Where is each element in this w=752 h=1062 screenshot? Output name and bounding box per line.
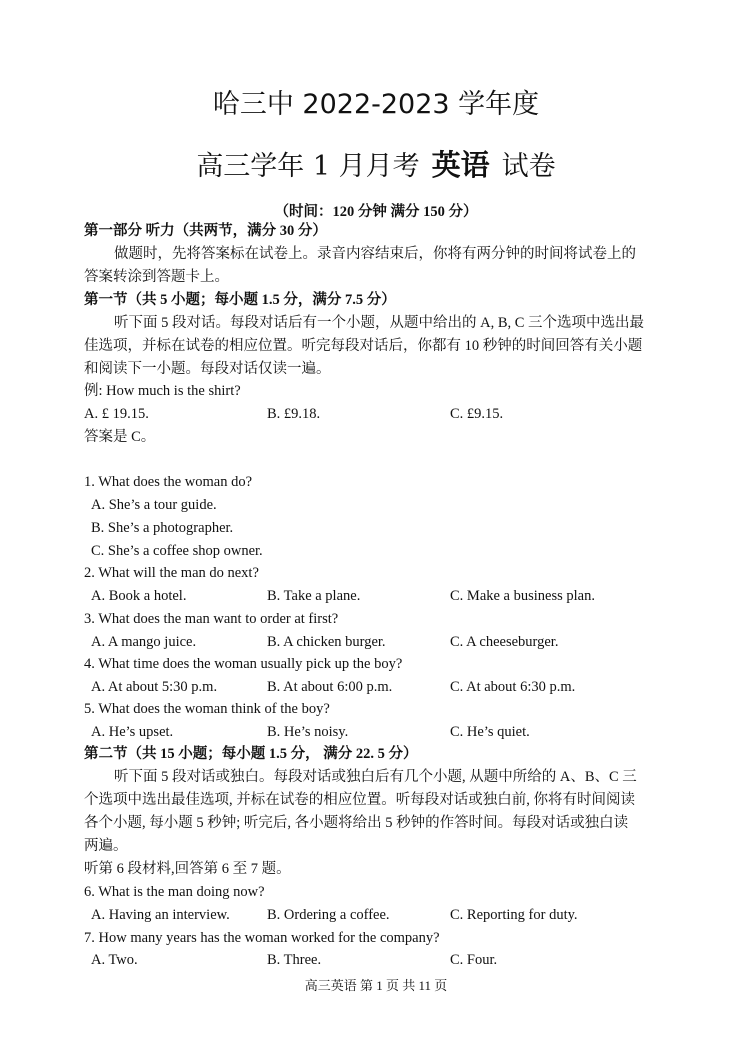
- question-2-option-b: B. Take a plane.: [267, 588, 361, 604]
- section2-instruction-line: 听下面 5 段对话或独白。每段对话或独白后有几个小题, 从题中所给的 A、B、C 三: [114, 769, 637, 785]
- exam-time-and-score: （时间：120 分钟 满分 150 分）: [274, 204, 478, 220]
- exam-title-line2: [0, 148, 752, 184]
- example-question: 例: How much is the shirt?: [84, 383, 241, 399]
- question-7-option-a: A. Two.: [91, 952, 138, 968]
- question-4-option-b: B. At about 6:00 p.m.: [267, 679, 393, 695]
- part1-instruction-line: 做题时，先将答案标在试卷上。录音内容结束后，你将有两分钟的时间将试卷上的: [114, 246, 636, 262]
- question-3-option-c: C. A cheeseburger.: [450, 634, 559, 650]
- question-1: 1. What does the woman do?: [84, 474, 253, 490]
- question-4-option-c: C. At about 6:30 p.m.: [450, 679, 576, 695]
- question-3: 3. What does the man want to order at first?: [84, 611, 339, 627]
- question-7-option-b: B. Three.: [267, 952, 322, 968]
- question-5-option-a: A. He’s upset.: [91, 724, 174, 740]
- question-6: 6. What is the man doing now?: [84, 884, 265, 900]
- question-5: 5. What does the woman think of the boy?: [84, 701, 330, 717]
- section1-instruction-line: 听下面 5 段对话。每段对话后有一个小题，从题中给出的 A, B, C 三个选项中选出最: [114, 315, 645, 331]
- question-6-option-b: B. Ordering a coffee.: [267, 907, 390, 923]
- question-3-option-a: A. A mango juice.: [91, 634, 197, 650]
- question-1-option-c: C. She’s a coffee shop owner.: [91, 543, 263, 559]
- title-prefix: 高三学年 1 月月考: [196, 151, 420, 182]
- example-option-a: A. £ 19.15.: [84, 406, 149, 422]
- question-4-option-a: A. At about 5:30 p.m.: [91, 679, 218, 695]
- question-7-option-c: C. Four.: [450, 952, 498, 968]
- example-answer: 答案是 C。: [84, 429, 156, 445]
- section1-heading: 第一节（共 5 小题；每小题 1.5 分，满分 7.5 分）: [84, 292, 396, 308]
- question-3-option-b: B. A chicken burger.: [267, 634, 386, 650]
- question-2-option-c: C. Make a business plan.: [450, 588, 595, 604]
- title-subject: 英语: [431, 148, 490, 182]
- section2-instruction-line: 两遍。: [84, 838, 128, 854]
- part1-instruction-line: 答案转涂到答题卡上。: [84, 269, 229, 285]
- section2-instruction-line: 个选项中选出最佳选项, 并标在试卷的相应位置。听每段对话或独白前, 你将有时间阅读: [84, 792, 635, 808]
- example-option-b: B. £9.18.: [267, 406, 321, 422]
- title-suffix: 试卷: [501, 151, 556, 182]
- question-5-option-c: C. He’s quiet.: [450, 724, 530, 740]
- section2-instruction-line: 各个小题, 每小题 5 秒钟; 听完后, 各小题将给出 5 秒钟的作答时间。每段对话或独白读: [84, 815, 629, 831]
- section2-heading: 第二节（共 15 小题；每小题 1.5 分， 满分 22. 5 分）: [84, 746, 418, 762]
- example-option-c: C. £9.15.: [450, 406, 504, 422]
- question-6-option-c: C. Reporting for duty.: [450, 907, 578, 923]
- question-4: 4. What time does the woman usually pick up the boy?: [84, 656, 403, 672]
- question-5-option-b: B. He’s noisy.: [267, 724, 349, 740]
- question-1-option-b: B. She’s a photographer.: [91, 520, 234, 536]
- question-1-option-a: A. She’s a tour guide.: [91, 497, 217, 513]
- section1-instruction-line: 和阅读下一小题。每段对话仅读一遍。: [84, 361, 331, 377]
- part1-heading: 第一部分 听力（共两节，满分 30 分）: [84, 223, 327, 239]
- material-note: 听第 6 段材料,回答第 6 至 7 题。: [84, 861, 291, 877]
- question-2-option-a: A. Book a hotel.: [91, 588, 187, 604]
- exam-title-line1: 哈三中 2022-2023 学年度: [212, 89, 540, 120]
- question-6-option-a: A. Having an interview.: [91, 907, 230, 923]
- question-7: 7. How many years has the woman worked for the company?: [84, 930, 440, 946]
- question-2: 2. What will the man do next?: [84, 565, 259, 581]
- page-footer: 高三英语 第 1 页 共 11 页: [304, 978, 448, 993]
- section1-instruction-line: 佳选项，并标在试卷的相应位置。听完每段对话后，你都有 10 秒钟的时间回答有关小题: [84, 338, 643, 354]
